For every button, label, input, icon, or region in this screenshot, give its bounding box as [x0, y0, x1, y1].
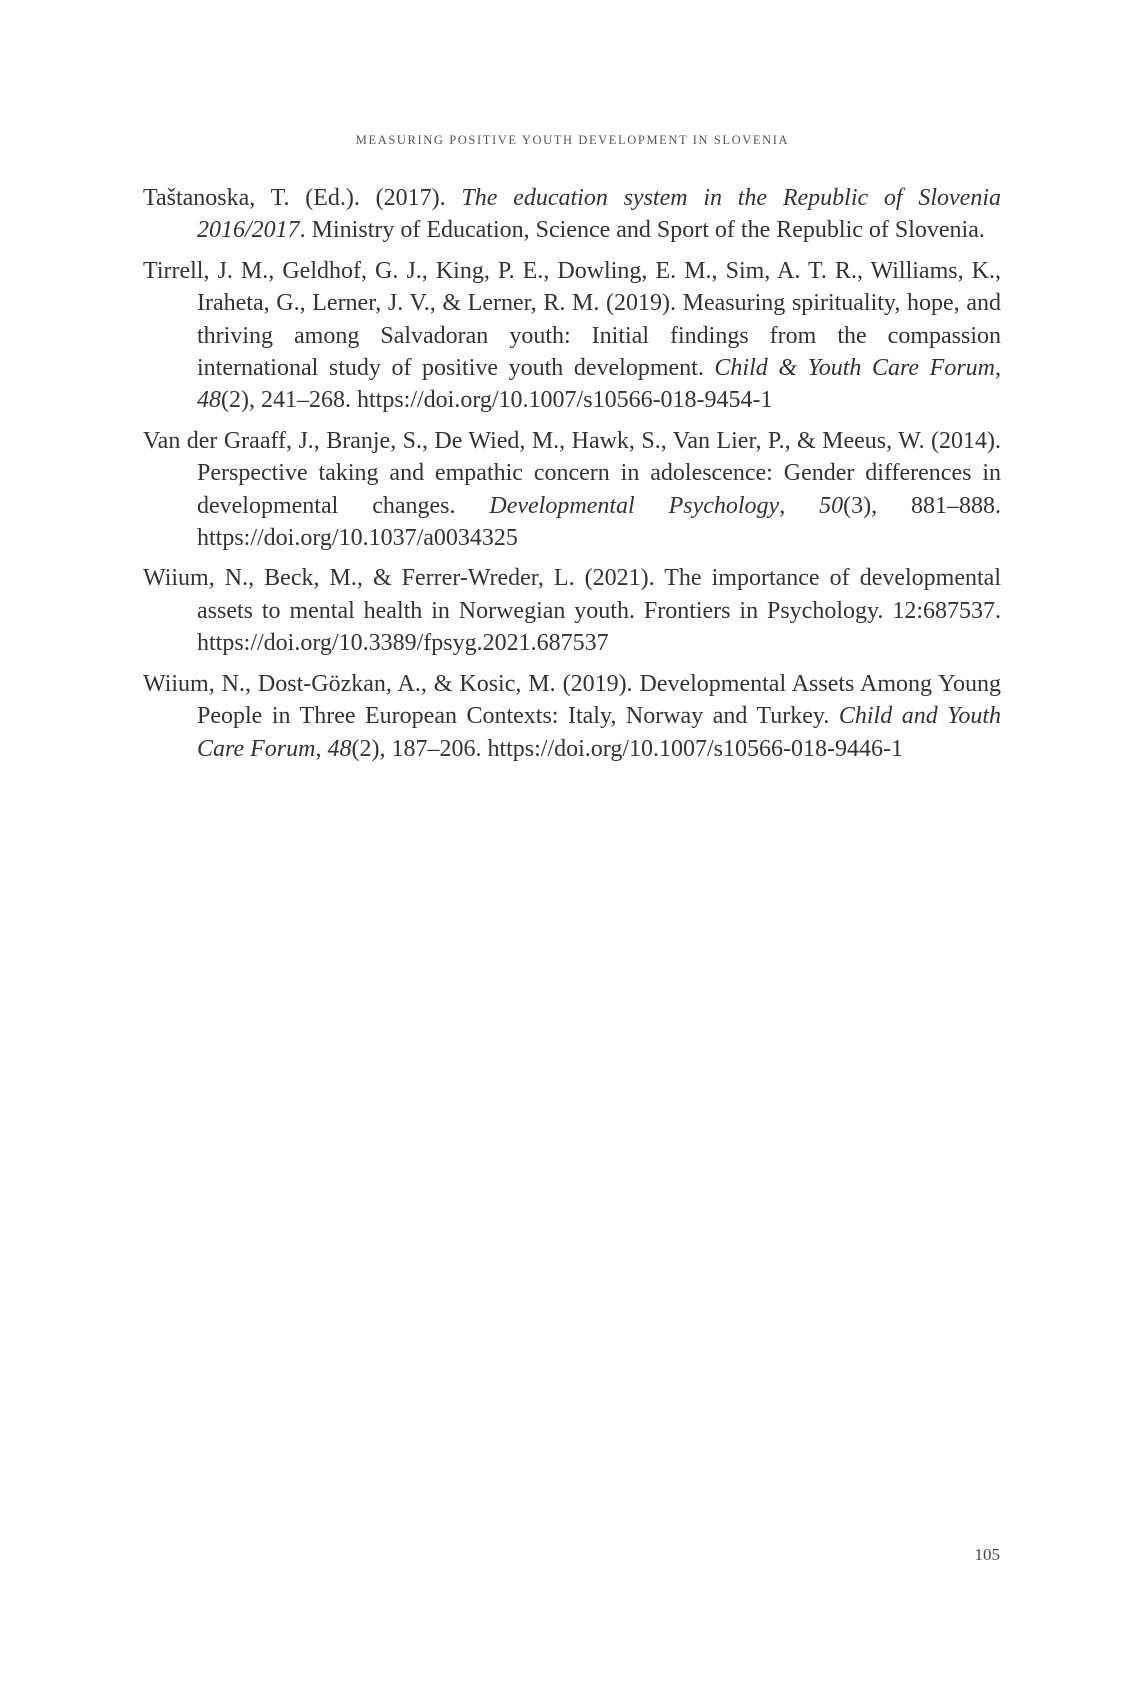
reference-text: ,: [315, 735, 328, 762]
reference-entry: [143, 668, 1001, 765]
reference-entry: [143, 425, 1001, 555]
running-header: MEASURING POSITIVE YOUTH DEVELOPMENT IN SLOVENIA: [355, 133, 790, 147]
reference-text: Wiium, N., Dost-Gözkan, A., & Kosic, M. (2019). Developmental Assets Among Young People in Three European Contexts: Italy, Norway and Turkey.: [143, 670, 1001, 730]
reference-entry: [143, 562, 1001, 659]
reference-text: (2), 241–268. https://doi.org/10.1007/s10566-018-9454-1: [221, 387, 773, 414]
reference-italic-text: Developmental Psychology: [489, 492, 780, 519]
reference-text: Van der Graaff, J., Branje, S., De Wied, M., Hawk, S., Van Lier, P., & Meeus, W. (2014). Perspective taking and empathic concern in adolescence: Gender differences in developmental changes.: [143, 427, 1001, 519]
reference-italic-text: The education system in the Republic of Slovenia 2016/2017: [197, 185, 1001, 244]
reference-list: [143, 182, 1001, 773]
reference-entry: [143, 182, 1001, 247]
reference-text: (2), 187–206. https://doi.org/10.1007/s10566-018-9446-1: [351, 735, 903, 762]
reference-text: . Ministry of Education, Science and Sport of the Republic of Slovenia.: [299, 217, 985, 244]
reference-italic-text: Child and Youth Care Forum: [197, 703, 1002, 762]
reference-italic-text: 50: [819, 492, 844, 519]
reference-text: Wiium, N., Beck, M., & Ferrer-Wreder, L. (2021). The importance of developmental assets to mental health in Norwegian youth. Frontiers in Psychology. 12:687537. https://doi.org/10.3389/fpsyg.2021.687537: [143, 565, 1001, 657]
reference-text: ,: [779, 492, 820, 519]
reference-text: Tirrell, J. M., Geldhof, G. J., King, P. E., Dowling, E. M., Sim, A. T. R., Williams, K., Iraheta, G., Lerner, J. V., & Lerner, R. M. (2019). Measuring spirituality, hope, and thriving among Salvadoran youth: Initial findings from the compassion international study of positive youth development.: [143, 257, 1001, 382]
reference-italic-text: Child & Youth Care Forum, 48: [197, 355, 1001, 414]
reference-entry: [143, 255, 1001, 417]
reference-text: (3), 881–888. https://doi.org/10.1037/a0034325: [197, 492, 1001, 552]
reference-italic-text: 48: [327, 735, 352, 762]
page-number: 105: [974, 1545, 1000, 1564]
reference-text: Taštanoska, T. (Ed.). (2017).: [143, 185, 462, 211]
